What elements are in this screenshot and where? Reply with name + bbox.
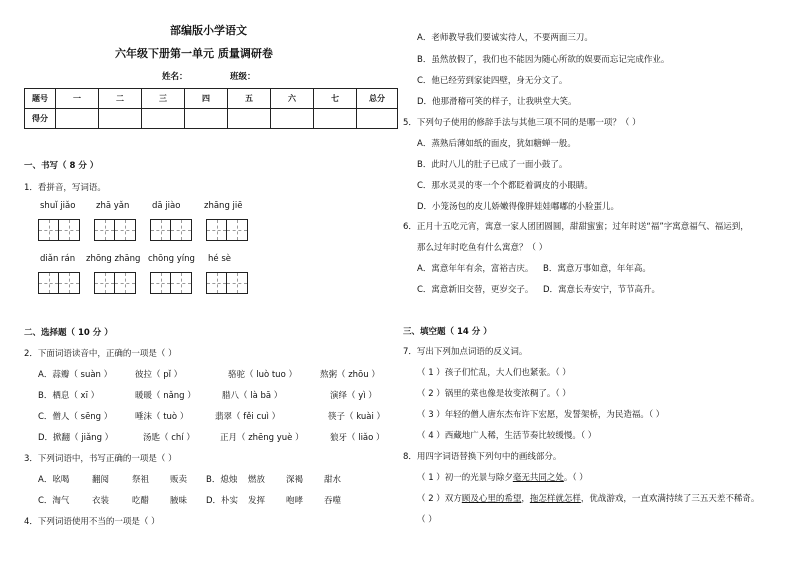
option-text: B．此时八儿的肚子已成了一面小鼓了。 xyxy=(417,160,568,170)
underlined-phrase: 毫无共同之处 xyxy=(512,473,564,483)
option-text: 彼拉（ pǐ ） xyxy=(135,370,183,380)
exam-subtitle: 六年级下册第一单元 质量调研卷 xyxy=(115,47,273,60)
option-text: A．寓意年年有余，富裕吉庆。 xyxy=(417,264,534,274)
section-heading-writing: 一、书写（ 8 分 ） xyxy=(24,161,99,171)
fill-item: （ 4 ）西藏地广人稀，生活节奏比较缓慢。（ ） xyxy=(417,431,597,441)
fill-item xyxy=(417,492,759,504)
option-text: 翻阅 xyxy=(92,475,110,485)
option-text: 熬粥（ zhōu ） xyxy=(320,370,380,380)
question-6: 6．正月十五吃元宵，寓意一家人团团圆圆，甜甜蜜蜜；过年时送“福”字寓意福气、福运到， xyxy=(403,222,749,232)
option-text: 发挥 xyxy=(248,496,266,506)
option-text: C．那水灵灵的枣一个个都眨着调皮的小眼睛。 xyxy=(417,181,593,191)
option-text: C．他已经劳到家徒四壁，身无分文了。 xyxy=(417,76,568,86)
question-7: 7．写出下列加点词语的反义词。 xyxy=(403,347,528,357)
section-heading-fill: 三、填空题（ 14 分 ） xyxy=(403,327,492,337)
fill-item: （ 2 ）锅里的菜也像是妆变浓稠了。（ ） xyxy=(417,389,571,399)
writing-grid[interactable] xyxy=(38,219,80,241)
table-cell: 一 xyxy=(56,89,99,109)
pinyin-label: hé sè xyxy=(208,254,231,264)
underlined-phrase: 顾及心里的希望 xyxy=(461,494,522,504)
writing-grid[interactable] xyxy=(38,272,80,294)
score-table-header-row xyxy=(25,89,398,109)
fill-text: （ 2 ）双方 xyxy=(417,494,462,504)
option-text: 腊八（ là bā ） xyxy=(222,391,283,401)
option-text: A．老师教导我们要诚实待人，不要两面三刀。 xyxy=(417,33,593,43)
table-cell: 四 xyxy=(185,89,228,109)
question-6-line2: 那么过年时吃鱼有什么寓意？（ ） xyxy=(417,243,548,253)
writing-grid[interactable] xyxy=(94,272,136,294)
pinyin-label: diǎn rán xyxy=(40,254,76,264)
fill-text: （ 1 ）初一的光景与除夕 xyxy=(417,473,513,483)
fill-item xyxy=(417,471,588,483)
option-text: C．寓意新旧交替，更岁交子。 xyxy=(417,285,534,295)
option-text: 正月（ zhēng yuè ） xyxy=(220,433,304,443)
option-text: 唾沫（ tuò ） xyxy=(135,412,189,422)
option-text: 甜水 xyxy=(324,475,342,485)
table-cell: 三 xyxy=(142,89,185,109)
option-text: B．熄烛 xyxy=(206,475,238,485)
name-label: 姓名： xyxy=(162,72,188,82)
table-cell: 六 xyxy=(271,89,314,109)
score-field[interactable] xyxy=(56,109,99,129)
writing-grid[interactable] xyxy=(150,272,192,294)
option-text: 吞噬 xyxy=(324,496,342,506)
option-text: 腋味 xyxy=(170,496,188,506)
option-text: D．寓意长寿安宁，节节高升。 xyxy=(543,285,661,295)
fill-item: （ 1 ）孩子们忙乱，大人们也紧张。（ ） xyxy=(417,368,571,378)
question-2: 2．下面词语读音中，正确的一项是（ ） xyxy=(24,349,177,359)
option-text: B．寓意万事如意，年年高。 xyxy=(543,264,651,274)
fill-text: ，优战游戏，一直欢满持续了三五天差不稀奇。 xyxy=(580,494,760,504)
option-text: 祭祖 xyxy=(132,475,150,485)
option-text: A．吆喝 xyxy=(38,475,70,485)
pinyin-label: zhōng zhāng xyxy=(86,254,141,264)
option-text: 演绎（ yì ） xyxy=(330,391,377,401)
writing-grid[interactable] xyxy=(150,219,192,241)
score-field[interactable] xyxy=(357,109,398,129)
class-label: 班级： xyxy=(230,72,256,82)
option-text: 汤匙（ chí ） xyxy=(143,433,195,443)
option-text: D．小笼汤包的皮儿娇嫩得像胖娃娃嘟嘟的小脸蛋儿。 xyxy=(417,202,620,212)
option-text: C．淘气 xyxy=(38,496,70,506)
question-5: 5．下列句子使用的修辞手法与其他三项不同的是哪一项？（ ） xyxy=(403,118,641,128)
score-field[interactable] xyxy=(99,109,142,129)
pinyin-label: dā jiào xyxy=(152,201,181,211)
table-cell: 七 xyxy=(314,89,357,109)
option-text: D．掀翻（ jiǎng ） xyxy=(38,433,114,443)
option-text: 筷子（ kuài ） xyxy=(328,412,386,422)
writing-grid[interactable] xyxy=(206,272,248,294)
pinyin-label: shuǐ jiǎo xyxy=(40,201,76,211)
option-text: 吃醋 xyxy=(132,496,150,506)
fill-text: ， xyxy=(521,494,530,504)
option-text: 骆驼（ luò tuo ） xyxy=(228,370,297,380)
fill-text: 。（ ） xyxy=(563,473,588,483)
question-1: 1．看拼音，写词语。 xyxy=(24,183,106,193)
writing-grid[interactable] xyxy=(94,219,136,241)
option-text: 咆哮 xyxy=(286,496,304,506)
option-text: C．僧人（ sēng ） xyxy=(38,412,113,422)
table-cell: 得分 xyxy=(25,109,56,129)
underlined-phrase: 拖怎样就怎样 xyxy=(529,494,581,504)
score-table xyxy=(24,88,398,129)
table-cell: 题号 xyxy=(25,89,56,109)
table-cell: 总分 xyxy=(357,89,398,109)
option-text: 贩卖 xyxy=(170,475,188,485)
option-text: 燃放 xyxy=(248,475,266,485)
table-cell: 二 xyxy=(99,89,142,109)
option-text: 翡翠（ fěi cuì ） xyxy=(215,412,281,422)
pinyin-label: chōng yíng xyxy=(148,254,195,264)
exam-title: 部编版小学语文 xyxy=(170,24,247,37)
option-text: B．虽然放假了，我们也不能因为随心所欲的娱要而忘记完成作业。 xyxy=(417,55,670,65)
option-text: B．栖息（ xī ） xyxy=(38,391,100,401)
question-8: 8．用四字词语替换下列句中的画线部分。 xyxy=(403,452,562,462)
score-field[interactable] xyxy=(185,109,228,129)
option-text: 狼牙（ liǎo ） xyxy=(330,433,385,443)
option-text: 深褐 xyxy=(286,475,304,485)
option-text: 暖暖（ nǎng ） xyxy=(135,391,196,401)
score-table-score-row xyxy=(25,109,398,129)
option-text: D．他那滑稽可笑的样子，让我哄堂大笑。 xyxy=(417,97,577,107)
option-text: A．蒸熟后薄如纸的面皮，犹如糖蝉一般。 xyxy=(417,139,576,149)
writing-grid[interactable] xyxy=(206,219,248,241)
score-field[interactable] xyxy=(271,109,314,129)
table-cell: 五 xyxy=(228,89,271,109)
option-text: 衣装 xyxy=(92,496,110,506)
option-text: D．朴实 xyxy=(206,496,239,506)
option-text: A．蒜瓣（ suàn ） xyxy=(38,370,113,380)
fill-item: （ 3 ）年轻的僧人唐东杰布许下宏愿，发誓架桥，为民造福。（ ） xyxy=(417,410,665,420)
score-field[interactable] xyxy=(228,109,271,129)
question-3: 3．下列词语中，书写正确的一项是（ ） xyxy=(24,454,177,464)
score-field[interactable] xyxy=(142,109,185,129)
question-4: 4．下列词语使用不当的一项是（ ） xyxy=(24,517,160,527)
pinyin-label: zhā yǎn xyxy=(96,201,130,211)
pinyin-label: zhāng jiē xyxy=(204,201,243,211)
section-heading-choice: 二、选择题（ 10 分 ） xyxy=(24,328,113,338)
score-field[interactable] xyxy=(314,109,357,129)
answer-blank: （ ） xyxy=(417,515,437,525)
